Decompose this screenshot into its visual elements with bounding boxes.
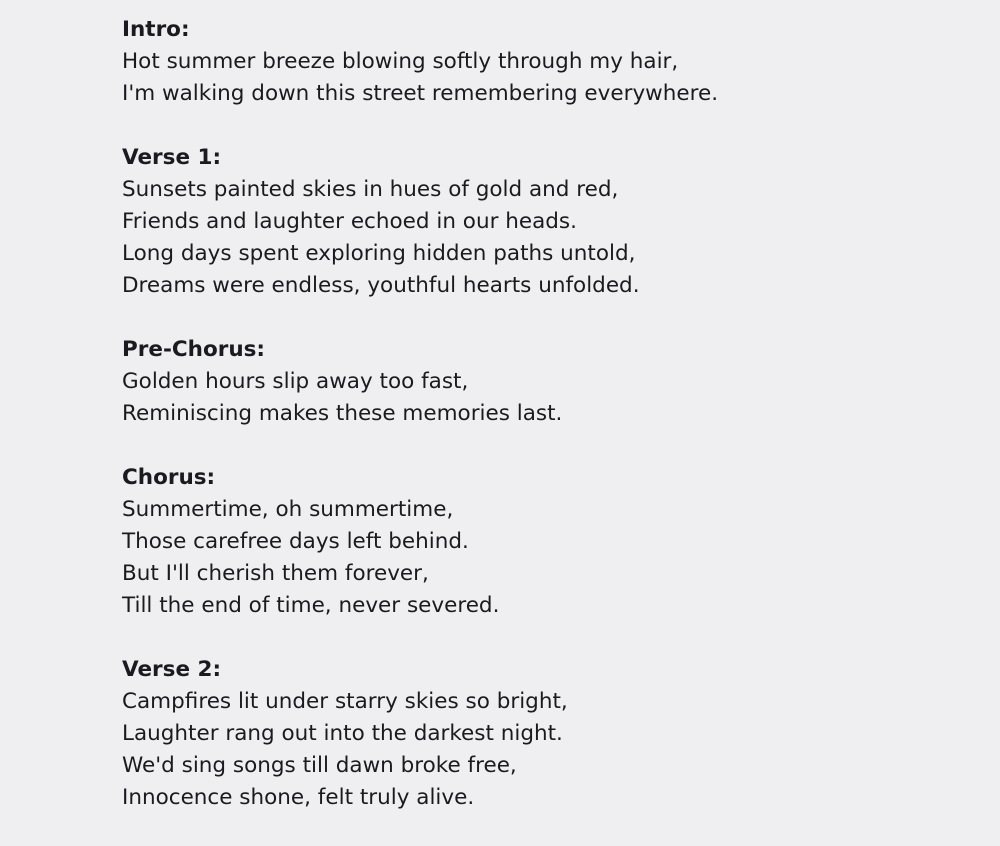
lyric-line: Summertime, oh summertime, (122, 497, 454, 522)
lyric-line: Reminiscing makes these memories last. (122, 401, 563, 426)
lyric-line: Golden hours slip away too fast, (122, 369, 469, 394)
lyric-line: But I'll cherish them forever, (122, 561, 429, 586)
section-heading: Verse 2: (122, 657, 222, 682)
section-heading: Pre-Chorus: (122, 337, 266, 362)
lyric-line: Friends and laughter echoed in our heads. (122, 209, 577, 234)
lyric-line: Till the end of time, never severed. (122, 593, 500, 618)
lyrics-section-chorus (122, 462, 982, 622)
lyric-line: Laughter rang out into the darkest night. (122, 721, 563, 746)
lyrics-section-verse-1 (122, 142, 982, 302)
section-heading: Verse 1: (122, 145, 222, 170)
lyric-line: Sunsets painted skies in hues of gold and red, (122, 177, 619, 202)
lyrics-section-pre-chorus (122, 334, 982, 430)
lyrics-section-verse-2 (122, 654, 982, 814)
lyric-line: Innocence shone, felt truly alive. (122, 785, 475, 810)
lyrics-text (122, 14, 982, 846)
lyrics-section-intro (122, 14, 982, 110)
lyric-line: Dreams were endless, youthful hearts unfolded. (122, 273, 640, 298)
lyric-line: Hot summer breeze blowing softly through my hair, (122, 49, 679, 74)
lyric-line: We'd sing songs till dawn broke free, (122, 753, 517, 778)
lyric-line: Those carefree days left behind. (122, 529, 469, 554)
lyric-line: Long days spent exploring hidden paths untold, (122, 241, 636, 266)
section-heading: Chorus: (122, 465, 216, 490)
lyric-line: Campfires lit under starry skies so bright, (122, 689, 568, 714)
lyric-line: I'm walking down this street remembering everywhere. (122, 81, 719, 106)
section-heading: Intro: (122, 17, 190, 42)
